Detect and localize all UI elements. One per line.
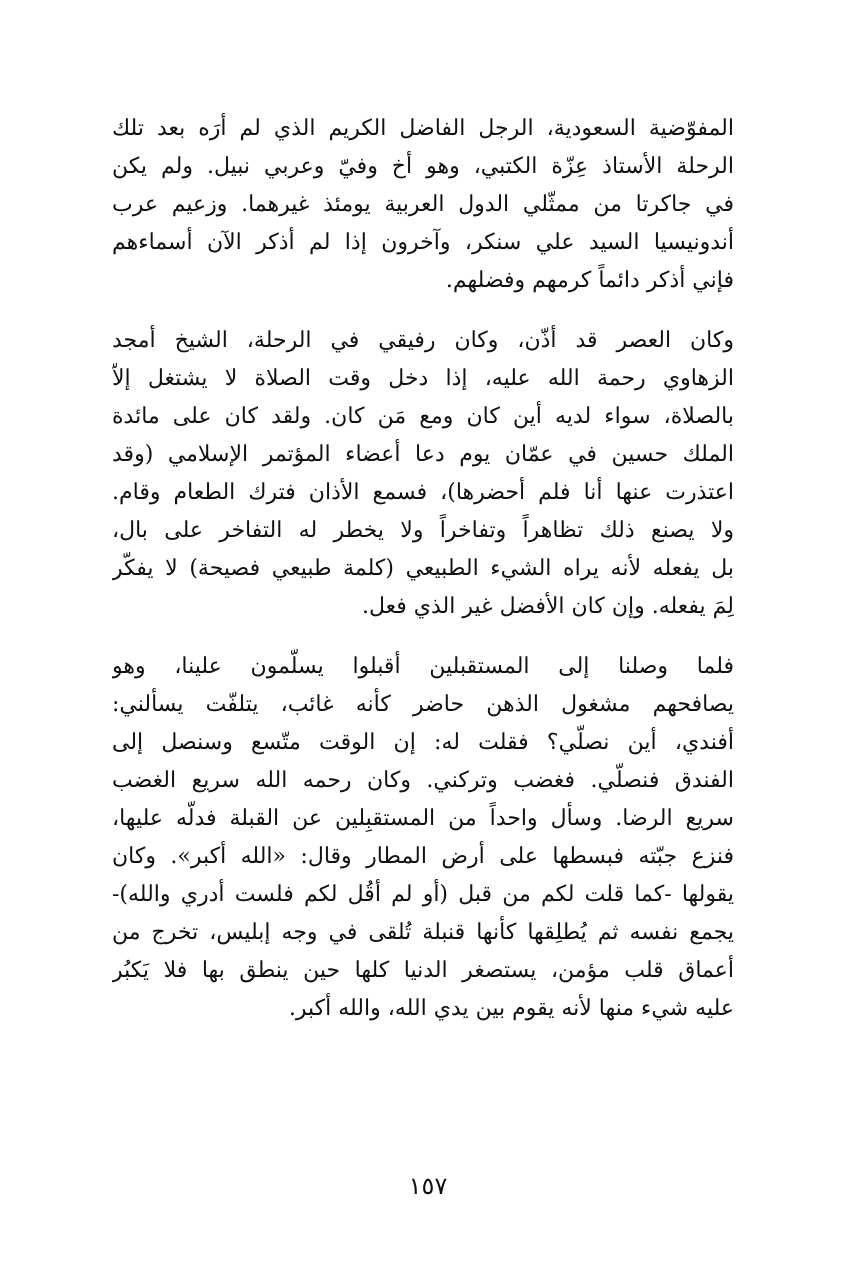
text-line: أندونيسيا السيد علي سنكر، وآخرون إذا لم أذكر الآن أسماءهم [112, 230, 734, 255]
body-text [112, 110, 734, 1028]
text-line: أعماق قلب مؤمن، يستصغر الدنيا كلها حين ينطق بها فلا يَكبُر [112, 958, 734, 983]
text-line: سريع الرضا. وسأل واحداً من المستقبِلين عن القبلة فدلّه عليها، [112, 806, 734, 831]
text-line: يقولها -كما قلت لكم من قبل (أو لم أقُل لكم فلست أدري والله)- [112, 882, 734, 907]
paragraph-3 [112, 648, 734, 1028]
text-line: ولا يصنع ذلك تظاهراً وتفاخراً ولا يخطر له التفاخر على بال، [112, 518, 734, 543]
text-line: الرحلة الأستاذ عِزّة الكتبي، وهو أخ وفيّ وعربي نبيل. ولم يكن [112, 154, 734, 179]
page-number: ١٥٧ [408, 1172, 448, 1200]
text-line: وكان العصر قد أذّن، وكان رفيقي في الرحلة، الشيخ أمجد [112, 328, 734, 353]
text-line: فإني أذكر دائماً كرمهم وفضلهم. [445, 268, 734, 293]
text-line: الفندق فنصلّي. فغضب وتركني. وكان رحمه الله سريع الغضب [112, 768, 734, 793]
text-line: فلما وصلنا إلى المستقبلين أقبلوا يسلّمون علينا، وهو [112, 654, 734, 679]
text-line: الزهاوي رحمة الله عليه، إذا دخل وقت الصلاة لا يشتغل إلاّ [112, 366, 734, 391]
text-line: أفندي، أين نصلّي؟ فقلت له: إن الوقت متّسع وسنصل إلى [112, 730, 734, 755]
text-line: يصافحهم مشغول الذهن حاضر كأنه غائب، يتلفّت يسألني: [112, 692, 734, 717]
text-line: بالصلاة، سواء لديه أين كان ومع مَن كان. ولقد كان على مائدة [112, 404, 734, 429]
paragraph-2 [112, 322, 734, 626]
text-line: بل يفعله لأنه يراه الشيء الطبيعي (كلمة طبيعي فصيحة) لا يفكّر [112, 556, 734, 581]
text-line: في جاكرتا من ممثّلي الدول العربية يومئذ غيرهما. وزعيم عرب [112, 192, 734, 217]
text-line: يجمع نفسه ثم يُطلِقها كأنها قنبلة تُلقى في وجه إبليس، تخرج من [112, 920, 734, 945]
text-line: اعتذرت عنها أنا فلم أحضرها)، فسمع الأذان فترك الطعام وقام. [112, 480, 734, 505]
text-line: لِمَ يفعله. وإن كان الأفضل غير الذي فعل. [361, 594, 734, 619]
paragraph-1 [112, 110, 734, 300]
text-line: عليه شيء منها لأنه يقوم بين يدي الله، والله أكبر. [288, 996, 734, 1021]
text-line: فنزع جبّته فبسطها على أرض المطار وقال: «الله أكبر». وكان [112, 844, 734, 869]
text-line: المفوّضية السعودية، الرجل الفاضل الكريم الذي لم أرَه بعد تلك [112, 116, 734, 141]
text-line: الملك حسين في عمّان يوم دعا أعضاء المؤتمر الإسلامي (وقد [112, 442, 734, 467]
